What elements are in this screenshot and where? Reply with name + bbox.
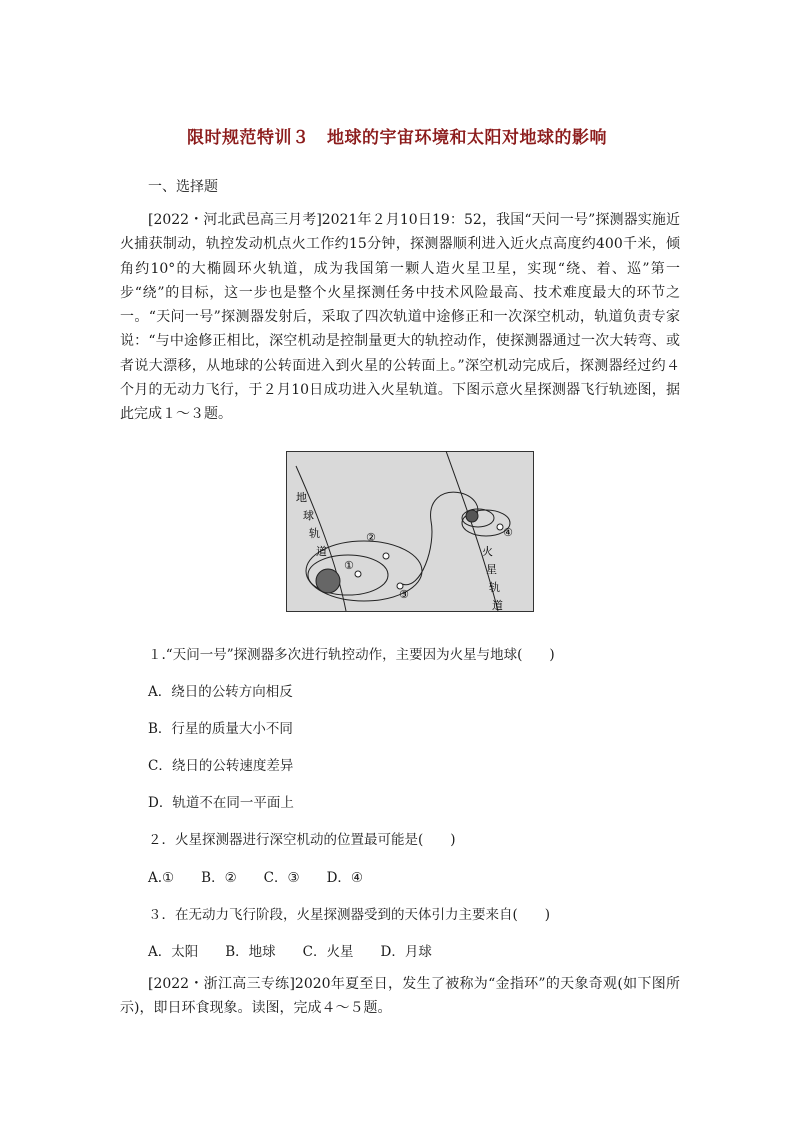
page-title: 限时规范特训３ 地球的宇宙环境和太阳对地球的影响 <box>187 128 607 148</box>
section-heading: 一、选择题 <box>148 179 218 195</box>
marker-1: ① <box>344 559 354 572</box>
passage-1: [2022・河北武邑高三月考]2021年２月10日19：52，我国“天问一号”探测器实施近火捕获制动，轨控发动机点火工作约15分钟，探测器顺利进入近火点高度约400千米，倾角约10°的大椭圆环火轨道，成为我国第一颗人造火星卫星，实现“绕、着、巡”第一步“绕”的目标，这一步也是整个火星探测任务中技术风险最高、技术难度最大的环节之一。“天问一号”探测器发射后，采取了四次轨道中途修正和一次深空机动，轨道负责专家说：“与中途修正相比，深空机动是控制量更大的轨控动作，使探测器通过一次大转弯、或者说大漂移，从地球的公转面进入到火星的公转面上。”深空机动完成后，探测器经过约４个月的无动力飞行，于２月10日成功进入火星轨道。下图示意火星探测器飞行轨迹图，据此完成１～３题。 <box>120 212 680 423</box>
mars-orbit-label-4: 道 <box>492 599 503 612</box>
earth-icon <box>316 569 340 593</box>
trajectory-diagram <box>286 451 534 612</box>
question-1-option-d: D．轨道不在同一平面上 <box>148 795 294 811</box>
passage-2: [2022・浙江高三专练]2020年夏至日，发生了被称为“金指环”的天象奇观(如下图所示)，即日环食现象。读图，完成４～５题。 <box>120 976 680 1017</box>
mars-orbit-label-1: 火 <box>482 545 493 558</box>
question-3-options: A．太阳 B．地球 C．火星 D．月球 <box>148 944 432 960</box>
point-1 <box>355 571 361 577</box>
question-2-options: A.① B．② C．③ D．④ <box>148 870 364 886</box>
mars-orbit-label-3: 轨 <box>489 581 500 594</box>
marker-4: ④ <box>503 526 513 539</box>
question-2-stem: ２．火星探测器进行深空机动的位置最可能是( ) <box>148 832 456 848</box>
earth-orbit-label-2: 球 <box>303 509 314 522</box>
marker-2: ② <box>366 531 376 544</box>
question-1-option-a: A．绕日的公转方向相反 <box>148 684 293 700</box>
mars-orbit-label-2: 星 <box>486 563 497 576</box>
question-1-option-b: B．行星的质量大小不同 <box>148 721 293 737</box>
question-3-stem: ３．在无动力飞行阶段，火星探测器受到的天体引力主要来自( ) <box>148 907 551 923</box>
point-2 <box>383 553 389 559</box>
question-1-option-c: C．绕日的公转速度差异 <box>148 758 294 774</box>
marker-3: ③ <box>399 588 409 601</box>
earth-orbit-label-4: 道 <box>316 545 327 558</box>
question-1-stem: １.“天问一号”探测器多次进行轨控动作，主要因为火星与地球( ) <box>148 647 555 663</box>
earth-orbit-label-3: 轨 <box>309 527 320 540</box>
mars-icon <box>466 510 478 522</box>
earth-orbit-label-1: 地 <box>296 491 307 504</box>
mars-probe-trajectory-figure <box>286 451 534 612</box>
